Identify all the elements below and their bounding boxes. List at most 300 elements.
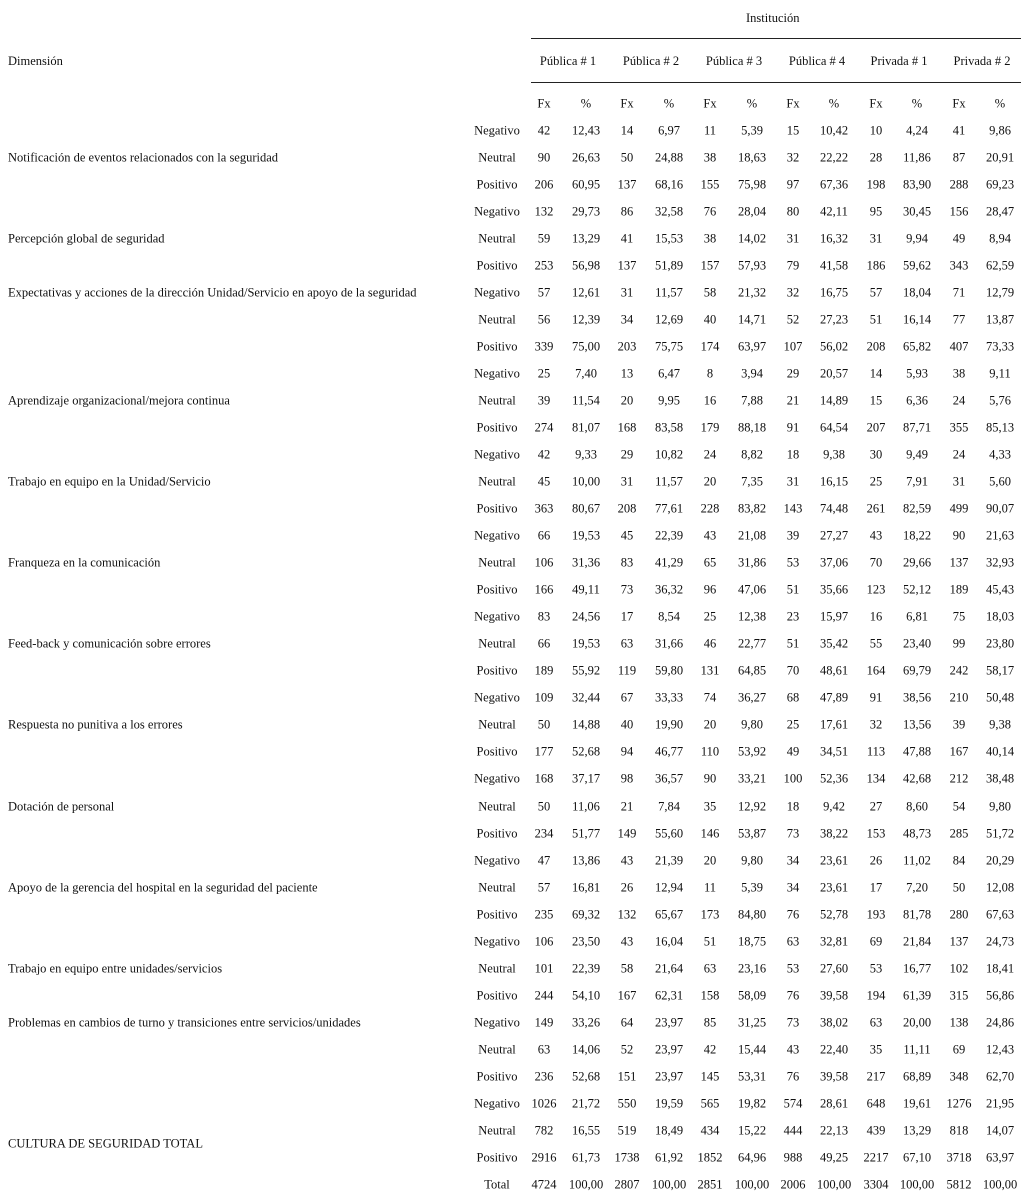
fx-cell: 71 (952, 285, 966, 300)
fx-cell: 288 (949, 177, 969, 192)
percent-cell: 47,89 (819, 690, 849, 705)
fx-cell: 50 (537, 717, 551, 732)
percent-cell: 21,08 (737, 528, 767, 543)
percent-cell: 3,94 (741, 366, 763, 381)
fx-column-header: Fx (620, 96, 634, 111)
response-category: Neutral (478, 312, 516, 327)
fx-cell: 18 (786, 799, 800, 813)
percent-cell: 48,61 (819, 663, 849, 678)
fx-cell: 156 (949, 204, 969, 219)
fx-cell: 99 (952, 636, 966, 651)
fx-cell: 123 (866, 582, 886, 597)
percent-cell: 7,84 (658, 799, 680, 813)
fx-cell: 109 (534, 690, 554, 705)
fx-cell: 106 (534, 555, 554, 570)
percent-cell: 61,39 (902, 988, 932, 1003)
percent-cell: 49,11 (572, 582, 600, 597)
percent-cell: 80,67 (571, 501, 601, 516)
percent-cell: 51,77 (571, 826, 601, 841)
percent-cell: 100,00 (816, 1177, 852, 1192)
fx-cell: 90 (703, 771, 717, 786)
fx-cell: 31 (952, 474, 966, 489)
percent-cell: 81,78 (902, 907, 932, 922)
percent-cell: 12,39 (571, 312, 601, 327)
response-category: Neutral (478, 636, 516, 651)
percent-cell: 23,97 (654, 1069, 684, 1084)
fx-cell: 173 (700, 907, 720, 922)
fx-cell: 50 (537, 799, 551, 813)
percent-cell: 48,73 (902, 826, 932, 841)
percent-cell: 22,77 (737, 636, 767, 651)
percent-cell: 10,00 (571, 474, 601, 489)
percent-cell: 100,00 (899, 1177, 935, 1192)
fx-cell: 137 (949, 555, 969, 570)
fx-cell: 83 (537, 609, 551, 624)
response-category: Positivo (476, 582, 518, 597)
fx-cell: 177 (534, 744, 554, 759)
response-category: Negativo (474, 853, 520, 868)
percent-cell: 41,29 (654, 555, 684, 570)
percent-cell: 64,96 (737, 1150, 767, 1165)
fx-cell: 137 (617, 177, 637, 192)
fx-cell: 2006 (780, 1177, 806, 1192)
percent-cell: 45,43 (985, 582, 1015, 597)
fx-cell: 51 (869, 312, 883, 327)
fx-cell: 168 (617, 420, 637, 435)
percent-cell: 6,36 (906, 393, 928, 408)
fx-cell: 31 (786, 231, 800, 246)
percent-cell: 33,21 (737, 771, 767, 786)
fx-cell: 198 (866, 177, 886, 192)
fx-cell: 25 (786, 717, 800, 732)
fx-cell: 407 (949, 339, 969, 354)
percent-cell: 32,44 (571, 690, 601, 705)
response-category: Neutral (478, 1042, 516, 1057)
percent-cell: 64,85 (737, 663, 767, 678)
response-category: Negativo (474, 204, 520, 219)
fx-cell: 51 (703, 934, 717, 949)
fx-cell: 236 (534, 1069, 554, 1084)
fx-cell: 145 (700, 1069, 720, 1084)
fx-cell: 3718 (946, 1150, 972, 1165)
fx-cell: 57 (537, 880, 551, 895)
fx-cell: 51 (786, 582, 800, 597)
fx-cell: 96 (703, 582, 717, 597)
percent-cell: 9,80 (741, 853, 763, 868)
fx-cell: 35 (869, 1042, 883, 1057)
percent-cell: 84,80 (737, 907, 767, 922)
response-category: Negativo (474, 366, 520, 381)
fx-cell: 84 (952, 853, 966, 868)
percent-cell: 40,14 (985, 744, 1015, 759)
percent-cell: 9,11 (989, 366, 1011, 381)
fx-cell: 158 (700, 988, 720, 1003)
response-category: Positivo (476, 420, 518, 435)
fx-cell: 193 (866, 907, 886, 922)
fx-cell: 207 (866, 420, 886, 435)
response-category: Positivo (476, 826, 518, 841)
percent-cell: 9,33 (575, 447, 597, 462)
fx-cell: 2916 (531, 1150, 557, 1165)
fx-cell: 52 (786, 312, 800, 327)
percent-cell: 46,77 (654, 744, 684, 759)
fx-cell: 47 (537, 853, 551, 868)
percent-cell: 6,81 (906, 609, 928, 624)
fx-cell: 85 (703, 1015, 717, 1030)
percent-cell: 12,43 (571, 123, 601, 138)
percent-cell: 11,02 (903, 853, 931, 868)
percent-cell: 67,10 (902, 1150, 932, 1165)
fx-cell: 43 (620, 853, 634, 868)
percent-cell: 39,58 (819, 1069, 849, 1084)
percent-cell: 17,61 (819, 717, 849, 732)
fx-cell: 363 (534, 501, 554, 516)
percent-column-header: % (911, 96, 923, 111)
percent-cell: 61,92 (654, 1150, 684, 1165)
percent-cell: 36,27 (737, 690, 767, 705)
fx-cell: 34 (620, 312, 634, 327)
percent-cell: 87,71 (902, 420, 932, 435)
percent-cell: 83,58 (654, 420, 684, 435)
percent-cell: 8,82 (741, 447, 763, 462)
percent-cell: 5,60 (989, 474, 1011, 489)
fx-cell: 348 (949, 1069, 969, 1084)
fx-cell: 14 (620, 123, 634, 138)
fx-cell: 34 (786, 853, 800, 868)
percent-cell: 42,68 (902, 771, 932, 786)
fx-cell: 23 (786, 609, 800, 624)
percent-cell: 55,60 (654, 826, 684, 841)
percent-cell: 47,88 (902, 744, 932, 759)
response-category: Neutral (478, 1123, 516, 1138)
percent-cell: 13,29 (902, 1123, 932, 1138)
fx-cell: 155 (700, 177, 720, 192)
fx-cell: 8 (706, 366, 714, 381)
percent-cell: 36,57 (654, 771, 684, 786)
percent-cell: 65,82 (902, 339, 932, 354)
fx-cell: 32 (786, 150, 800, 165)
percent-cell: 21,63 (985, 528, 1015, 543)
fx-cell: 519 (617, 1123, 637, 1138)
fx-cell: 648 (866, 1096, 886, 1111)
percent-cell: 30,45 (902, 204, 932, 219)
percent-cell: 12,69 (654, 312, 684, 327)
percent-cell: 15,97 (819, 609, 849, 624)
percent-cell: 18,75 (737, 934, 767, 949)
fx-cell: 45 (537, 474, 551, 489)
institution-name: Privada # 2 (953, 54, 1011, 68)
fx-cell: 3304 (863, 1177, 889, 1192)
institution-name: Pública # 1 (539, 54, 597, 68)
response-category: Positivo (476, 907, 518, 922)
percent-cell: 29,66 (902, 555, 932, 570)
percent-cell: 21,95 (985, 1096, 1015, 1111)
response-category: Neutral (478, 799, 516, 813)
percent-cell: 15,22 (737, 1123, 767, 1138)
fx-cell: 15 (786, 123, 800, 138)
fx-cell: 339 (534, 339, 554, 354)
percent-cell: 23,61 (819, 880, 849, 895)
fx-cell: 35 (703, 799, 717, 813)
percent-cell: 9,38 (823, 447, 845, 462)
percent-cell: 62,70 (985, 1069, 1015, 1084)
fx-cell: 46 (703, 636, 717, 651)
fx-cell: 102 (949, 961, 969, 976)
dimension-label: Notificación de eventos relacionados con la seguridad (8, 150, 279, 165)
fx-cell: 153 (866, 826, 886, 841)
percent-cell: 49,25 (819, 1150, 849, 1165)
percent-cell: 11,86 (903, 150, 931, 165)
fx-cell: 76 (786, 907, 800, 922)
fx-cell: 146 (700, 826, 720, 841)
percent-cell: 4,33 (989, 447, 1011, 462)
percent-cell: 100,00 (734, 1177, 770, 1192)
fx-cell: 206 (534, 177, 554, 192)
dimension-label: Trabajo en equipo en la Unidad/Servicio (8, 474, 211, 489)
fx-cell: 41 (952, 123, 966, 138)
response-category: Negativo (474, 690, 520, 705)
percent-cell: 59,80 (654, 663, 684, 678)
fx-cell: 67 (620, 690, 634, 705)
fx-cell: 14 (869, 366, 883, 381)
fx-cell: 76 (703, 204, 717, 219)
dimension-label: Apoyo de la gerencia del hospital en la seguridad del paciente (8, 880, 318, 895)
fx-cell: 59 (537, 231, 551, 246)
percent-cell: 14,88 (571, 717, 601, 732)
fx-cell: 43 (869, 528, 883, 543)
percent-cell: 14,02 (737, 231, 767, 246)
percent-cell: 68,89 (902, 1069, 932, 1084)
fx-cell: 53 (786, 555, 800, 570)
fx-cell: 25 (869, 474, 883, 489)
percent-cell: 15,44 (737, 1042, 767, 1057)
percent-cell: 50,48 (985, 690, 1015, 705)
percent-cell: 42,11 (820, 204, 848, 219)
percent-cell: 100,00 (982, 1177, 1018, 1192)
fx-cell: 203 (617, 339, 637, 354)
response-category: Neutral (478, 717, 516, 732)
fx-cell: 90 (537, 150, 551, 165)
fx-cell: 53 (869, 961, 883, 976)
fx-cell: 40 (703, 312, 717, 327)
percent-cell: 10,42 (819, 123, 849, 138)
fx-cell: 26 (620, 880, 634, 895)
fx-cell: 39 (537, 393, 551, 408)
dimension-label: Problemas en cambios de turno y transiciones entre servicios/unidades (8, 1015, 361, 1030)
percent-cell: 59,62 (902, 258, 932, 273)
percent-cell: 67,63 (985, 907, 1015, 922)
fx-cell: 49 (952, 231, 966, 246)
percent-cell: 13,29 (571, 231, 601, 246)
fx-cell: 137 (949, 934, 969, 949)
fx-cell: 5812 (946, 1177, 972, 1192)
fx-cell: 16 (703, 393, 717, 408)
percent-cell: 19,59 (654, 1096, 684, 1111)
fx-cell: 143 (783, 501, 803, 516)
percent-column-header: % (746, 96, 758, 111)
dimension-label: Feed-back y comunicación sobre errores (8, 636, 211, 651)
fx-cell: 41 (620, 231, 634, 246)
fx-cell: 24 (952, 447, 966, 462)
fx-cell: 244 (534, 988, 554, 1003)
response-category: Positivo (476, 744, 518, 759)
fx-cell: 58 (620, 961, 634, 976)
fx-cell: 63 (786, 934, 800, 949)
fx-cell: 31 (869, 231, 883, 246)
fx-column-header: Fx (869, 96, 883, 111)
response-category: Total (484, 1177, 510, 1192)
percent-cell: 10,82 (654, 447, 684, 462)
fx-cell: 137 (617, 258, 637, 273)
percent-cell: 9,94 (906, 231, 928, 246)
fx-cell: 11 (703, 123, 717, 138)
response-category: Positivo (476, 663, 518, 678)
fx-cell: 167 (949, 744, 969, 759)
percent-cell: 16,14 (902, 312, 932, 327)
percent-cell: 31,66 (654, 636, 684, 651)
percent-cell: 13,86 (571, 853, 601, 868)
percent-cell: 19,53 (571, 528, 601, 543)
fx-cell: 42 (537, 447, 551, 462)
percent-cell: 56,86 (985, 988, 1015, 1003)
percent-cell: 16,55 (571, 1123, 601, 1138)
percent-cell: 52,36 (819, 771, 849, 786)
percent-cell: 32,81 (819, 934, 849, 949)
fx-cell: 57 (537, 285, 551, 300)
fx-cell: 76 (786, 988, 800, 1003)
response-category: Neutral (478, 961, 516, 976)
percent-cell: 23,40 (902, 636, 932, 651)
fx-cell: 280 (949, 907, 969, 922)
percent-cell: 20,91 (985, 150, 1015, 165)
percent-cell: 77,61 (654, 501, 684, 516)
fx-cell: 988 (783, 1150, 803, 1165)
fx-cell: 234 (534, 826, 554, 841)
response-category: Neutral (478, 474, 516, 489)
percent-cell: 22,39 (571, 961, 601, 976)
percent-cell: 51,89 (654, 258, 684, 273)
percent-cell: 35,42 (819, 636, 849, 651)
fx-cell: 65 (703, 555, 717, 570)
percent-cell: 55,92 (571, 663, 601, 678)
fx-cell: 11 (703, 880, 717, 895)
percent-column-header: % (828, 96, 840, 111)
percent-cell: 16,77 (902, 961, 932, 976)
fx-cell: 164 (866, 663, 886, 678)
percent-cell: 11,06 (572, 799, 600, 813)
dimension-label: Percepción global de seguridad (8, 231, 165, 246)
percent-cell: 16,15 (819, 474, 849, 489)
percent-cell: 65,67 (654, 907, 684, 922)
fx-cell: 167 (617, 988, 637, 1003)
fx-cell: 20 (620, 393, 634, 408)
dimension-label: Aprendizaje organizacional/mejora continua (8, 393, 230, 408)
fx-cell: 69 (869, 934, 883, 949)
percent-cell: 47,06 (737, 582, 767, 597)
fx-cell: 86 (620, 204, 634, 219)
percent-cell: 38,22 (819, 826, 849, 841)
percent-cell: 13,87 (985, 312, 1015, 327)
percent-column-header: % (663, 96, 675, 111)
percent-cell: 12,61 (571, 285, 601, 300)
percent-cell: 20,29 (985, 853, 1015, 868)
fx-cell: 31 (620, 285, 634, 300)
fx-cell: 228 (700, 501, 720, 516)
percent-cell: 74,48 (819, 501, 849, 516)
percent-cell: 33,33 (654, 690, 684, 705)
percent-cell: 69,79 (902, 663, 932, 678)
percent-cell: 82,59 (902, 501, 932, 516)
percent-cell: 18,03 (985, 609, 1015, 624)
percent-cell: 32,93 (985, 555, 1015, 570)
fx-cell: 29 (786, 366, 800, 381)
percent-cell: 23,80 (985, 636, 1015, 651)
fx-cell: 97 (786, 177, 800, 192)
response-category: Negativo (474, 1096, 520, 1111)
fx-cell: 186 (866, 258, 886, 273)
fx-cell: 79 (786, 258, 800, 273)
fx-cell: 16 (869, 609, 883, 624)
percent-cell: 11,57 (655, 474, 683, 489)
fx-cell: 212 (949, 771, 969, 786)
percent-cell: 53,31 (737, 1069, 767, 1084)
fx-cell: 69 (952, 1042, 966, 1057)
fx-cell: 2217 (863, 1150, 889, 1165)
fx-cell: 179 (700, 420, 720, 435)
percent-cell: 88,18 (737, 420, 767, 435)
percent-cell: 16,81 (571, 880, 601, 895)
percent-cell: 16,04 (654, 934, 684, 949)
percent-cell: 12,38 (737, 609, 767, 624)
fx-cell: 31 (620, 474, 634, 489)
fx-cell: 38 (703, 150, 717, 165)
fx-cell: 75 (952, 609, 966, 624)
percent-cell: 8,54 (658, 609, 680, 624)
fx-cell: 15 (869, 393, 883, 408)
percent-cell: 56,02 (819, 339, 849, 354)
fx-cell: 149 (617, 826, 637, 841)
fx-cell: 1852 (697, 1150, 723, 1165)
percent-cell: 6,47 (658, 366, 680, 381)
percent-cell: 19,82 (737, 1096, 767, 1111)
fx-cell: 110 (700, 744, 720, 759)
fx-cell: 1738 (614, 1150, 640, 1165)
percent-cell: 22,22 (819, 150, 849, 165)
fx-cell: 210 (949, 690, 969, 705)
percent-cell: 11,11 (903, 1042, 931, 1057)
percent-cell: 19,53 (571, 636, 601, 651)
percent-cell: 60,95 (571, 177, 601, 192)
percent-cell: 24,88 (654, 150, 684, 165)
fx-cell: 73 (786, 1015, 800, 1030)
fx-cell: 42 (537, 123, 551, 138)
fx-cell: 106 (534, 934, 554, 949)
percent-cell: 5,39 (741, 123, 763, 138)
fx-column-header: Fx (703, 96, 717, 111)
fx-cell: 49 (786, 744, 800, 759)
fx-cell: 132 (534, 204, 554, 219)
percent-cell: 20,57 (819, 366, 849, 381)
percent-cell: 28,04 (737, 204, 767, 219)
percent-cell: 32,58 (654, 204, 684, 219)
fx-cell: 66 (537, 636, 551, 651)
percent-cell: 21,64 (654, 961, 684, 976)
percent-cell: 75,75 (654, 339, 684, 354)
fx-column-header: Fx (537, 96, 551, 111)
percent-cell: 18,63 (737, 150, 767, 165)
fx-cell: 20 (703, 853, 717, 868)
fx-cell: 134 (866, 771, 886, 786)
